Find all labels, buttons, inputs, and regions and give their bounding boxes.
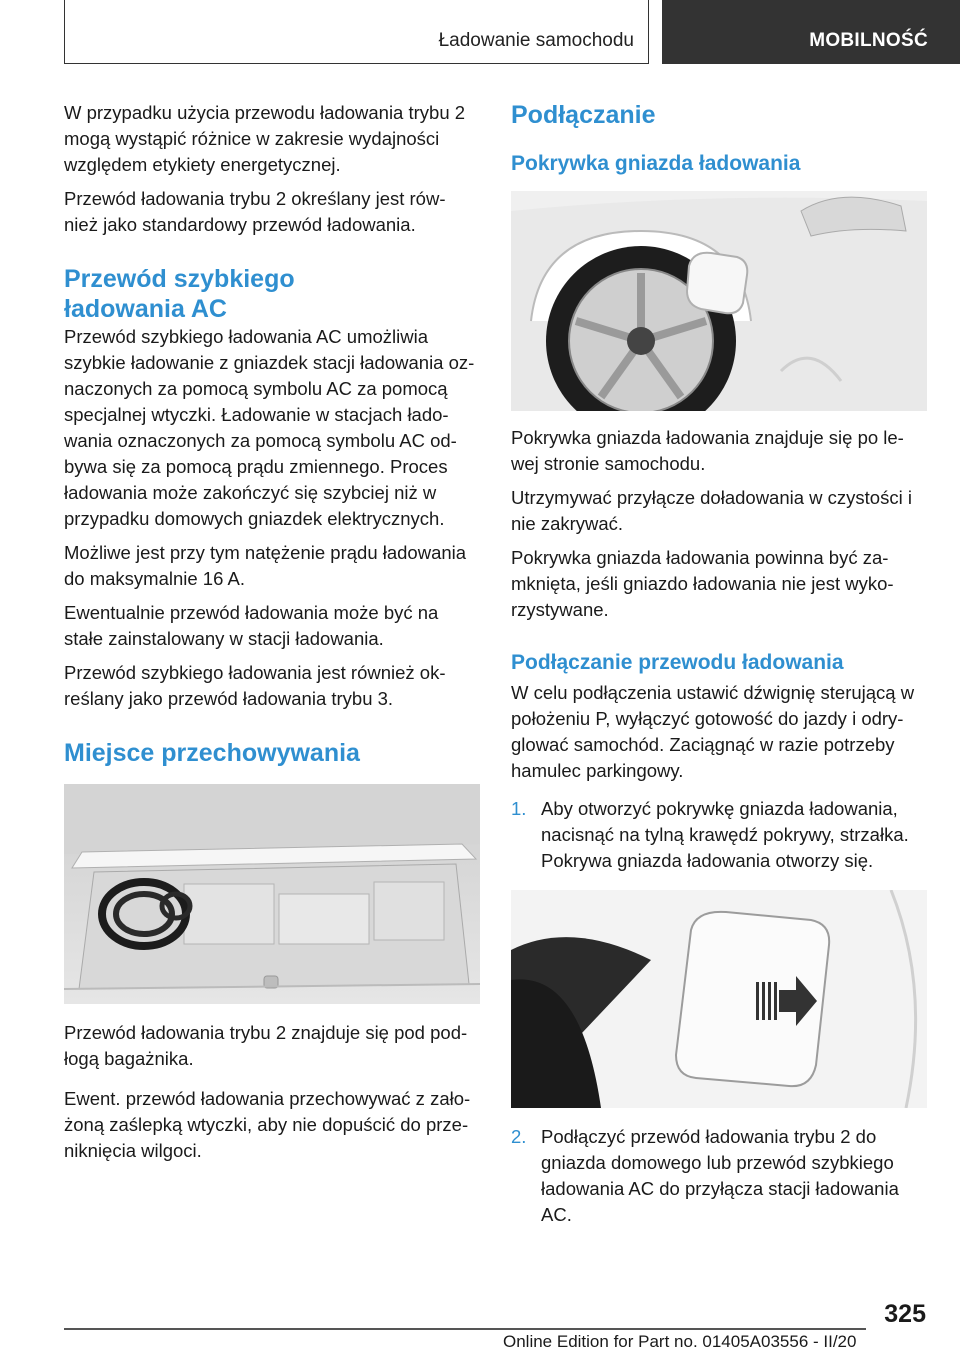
paragraph-mode2-efficiency: W przypadku użycia przewodu ładowania trybu 2 mogą wystąpić różnice w zakresie wydajności względem etykiety energetycznej. (64, 102, 466, 175)
step-item (511, 1124, 927, 1228)
figure-car-side (511, 191, 927, 411)
page-number: 325 (884, 1300, 926, 1328)
figure-charging-flap (511, 890, 927, 1108)
paragraph-storage-moisture: Ewent. przewód ładowania przechowywać z zało- żoną zaślepką wtyczki, aby nie dopuścić do prze- niknięcia wilgoci. (64, 1088, 471, 1161)
step-text: Podłączyć przewód ładowania trybu 2 do gniazda domowego lub przewód szybkiego ładowania AC do przyłącza stacji ładowania AC. (541, 1126, 899, 1225)
steps-list-continued (511, 1124, 927, 1228)
paragraph-cover-location: Pokrywka gniazda ładowania znajduje się po le- wej stronie samochodu. (511, 427, 904, 474)
heading-connecting-cable: Podłączanie przewodu ładowania (511, 651, 844, 674)
paragraph-keep-clean: Utrzymywać przyłącze doładowania w czystości i nie zakrywać. (511, 487, 912, 534)
heading-connecting: Podłączanie (511, 101, 656, 129)
step-item (511, 796, 927, 874)
paragraph-keep-closed: Pokrywka gniazda ładowania powinna być za- mknięta, jeśli gniazdo ładowania nie jest wyko- rzystywane. (511, 547, 894, 620)
paragraph-max-current: Możliwe jest przy tym natężenie prądu ładowania do maksymalnie 16 A. (64, 542, 467, 589)
heading-fast-line1: Przewód szybkiego (64, 265, 295, 293)
figure-trunk-storage (64, 784, 480, 1004)
paragraph-mode3: Przewód szybkiego ładowania jest również ok- reślany jako przewód ładowania trybu 3. (64, 662, 446, 709)
trunk-illustration (64, 784, 480, 1004)
step-text: Aby otworzyć pokrywkę gniazda ładowania, nacisnąć na tylną krawędź pokrywy, strzałka. Pokrywa gniazda ładowania otworzy się. (541, 798, 909, 871)
footer-edition: Online Edition for Part no. 01405A03556 - II/20 (503, 1332, 857, 1351)
right-column (511, 100, 927, 1236)
heading-fast-charging-cable (64, 264, 480, 324)
car-side-illustration (511, 191, 927, 411)
heading-storage: Miejsce przechowywania (64, 739, 360, 767)
heading-charging-socket-cover: Pokrywka gniazda ładowania (511, 152, 801, 175)
header-section-title: MOBILNOŚĆ (809, 30, 928, 51)
header-chapter-box (64, 0, 649, 64)
charging-flap-illustration (511, 890, 927, 1108)
paragraph-storage-location: Przewód ładowania trybu 2 znajduje się pod pod- łogą bagażnika. (64, 1022, 468, 1069)
header-section-tab (662, 0, 960, 64)
heading-fast-line2: ładowania AC (64, 295, 227, 323)
step-number: 1. (511, 798, 527, 819)
paragraph-fast-charging-desc: Przewód szybkiego ładowania AC umożliwia szybkie ładowanie z gniazdek stacji ładowania oz- naczonych za pomocą symbolu AC za pomocą specjalnej wtyczki. Ładowanie w stacjach łado- wania oznaczonych za pomocą symbolu AC od- bywa się za pomocą prądu zmiennego. Proces ładowania może zakończyć się szybciej niż w przypadku domowych gniazdek elektrycznych. (64, 326, 475, 529)
step-number: 2. (511, 1126, 527, 1147)
steps-list (511, 796, 927, 874)
paragraph-preparation: W celu podłączenia ustawić dźwignię sterującą w położeniu P, wyłączyć gotowość do jazdy i odry- glować samochód. Zaciągnąć w razie potrzeby hamulec parkingowy. (511, 682, 915, 781)
left-column (64, 100, 480, 1172)
header-chapter-title: Ładowanie samochodu (438, 30, 634, 51)
paragraph-mode2-standard: Przewód ładowania trybu 2 określany jest rów- nież jako standardowy przewód ładowania. (64, 188, 446, 235)
paragraph-fixed-install: Ewentualnie przewód ładowania może być na stałe zainstalowany w stacji ładowania. (64, 602, 439, 649)
footer-divider (64, 1328, 866, 1330)
